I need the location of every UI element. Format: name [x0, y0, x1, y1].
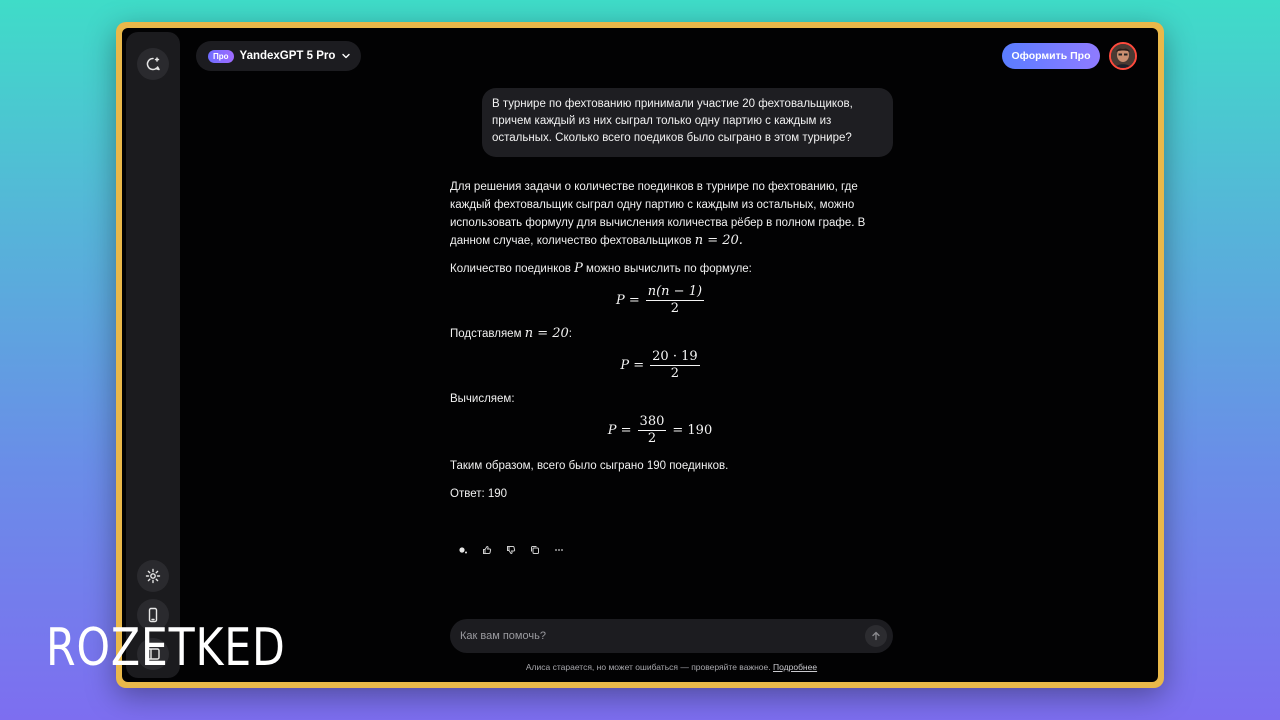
disclaimer	[450, 662, 893, 672]
watermark-logo: ROZETKED	[46, 618, 286, 678]
voice-button[interactable]	[456, 543, 469, 556]
model-name: YandexGPT 5 Pro	[239, 50, 336, 62]
chevron-down-icon	[341, 51, 351, 61]
message-actions	[456, 543, 565, 556]
like-button[interactable]	[480, 543, 493, 556]
formula-3-numerator: 380	[639, 414, 665, 429]
thumbs-down-icon	[506, 545, 516, 555]
voice-dot-icon	[458, 545, 468, 555]
answer-intro	[450, 178, 870, 250]
formula-1-fraction	[646, 284, 704, 317]
formula-1-lhs: P =	[615, 292, 640, 308]
chat-input-box	[450, 619, 893, 653]
formula-3-fraction	[638, 414, 667, 447]
pro-badge: Про	[208, 50, 234, 63]
formula-1-numerator: n(n − 1)	[647, 284, 703, 299]
dislike-button[interactable]	[504, 543, 517, 556]
answer-conclusion: Таким образом, всего было сыграно 190 поединков.	[450, 460, 729, 472]
formula-intro-text-b: можно вычислить по формуле:	[586, 263, 752, 275]
avatar[interactable]	[1109, 42, 1137, 70]
model-selector[interactable]	[196, 41, 361, 71]
more-button[interactable]	[552, 543, 565, 556]
formula-3	[450, 414, 870, 447]
formula-intro	[450, 260, 870, 278]
chat-input[interactable]	[460, 630, 840, 642]
app-screen	[122, 28, 1158, 682]
get-pro-button[interactable]: Оформить Про	[1002, 43, 1100, 69]
answer-intro-math: n = 20.	[694, 233, 743, 248]
copy-button[interactable]	[528, 543, 541, 556]
final-answer: Ответ: 190	[450, 488, 508, 500]
more-info-link[interactable]: Подробнее	[773, 662, 818, 672]
send-button[interactable]	[865, 625, 887, 647]
settings-button[interactable]	[137, 560, 169, 592]
assistant-answer	[450, 178, 870, 503]
device-frame	[116, 22, 1164, 688]
more-dots-icon	[554, 545, 564, 555]
formula-intro-text-a: Количество поединков	[450, 263, 571, 275]
disclaimer-text: Алиса старается, но может ошибаться — проверяйте важное.	[525, 662, 771, 672]
formula-2-denominator: 2	[670, 366, 680, 381]
formula-2	[450, 349, 870, 382]
formula-3-lhs: P =	[607, 422, 632, 438]
copy-icon	[530, 545, 540, 555]
user-avatar-icon	[1111, 44, 1135, 68]
substitute-label: Подставляем	[450, 328, 522, 340]
formula-1	[450, 284, 870, 317]
formula-2-lhs: P =	[620, 357, 645, 373]
formula-2-numerator: 20 · 19	[652, 349, 698, 364]
arrow-up-icon	[871, 631, 881, 641]
thumbs-up-icon	[482, 545, 492, 555]
new-chat-icon	[145, 56, 161, 72]
formula-1-denominator: 2	[670, 301, 680, 316]
new-chat-button[interactable]	[137, 48, 169, 80]
formula-3-denominator: 2	[647, 431, 657, 446]
user-message: В турнире по фехтованию принимали участие 20 фехтовальщиков, причем каждый из них сыграл только одну партию с каждым из остальных. Сколько всего поедиков было сыграно в этом турнире?	[482, 88, 893, 157]
compute-label: Вычисляем:	[450, 393, 515, 405]
gear-icon	[145, 568, 161, 584]
substitute-line: Подставляем n = 20:	[450, 326, 572, 341]
answer-intro-text: Для решения задачи о количестве поединков в турнире по фехтованию, где каждый фехтовальщик сыграл одну партию с каждым из остальных, можно использовать формулу для вычисления количества рёбер в полном графе. В данном случае, количество фехтовальщиков	[450, 181, 866, 247]
sidebar	[126, 32, 180, 678]
formula-intro-var: P	[574, 261, 583, 276]
formula-2-fraction	[650, 349, 699, 382]
formula-3-rhs: = 190	[672, 422, 713, 438]
substitute-math: n = 20	[524, 326, 569, 341]
